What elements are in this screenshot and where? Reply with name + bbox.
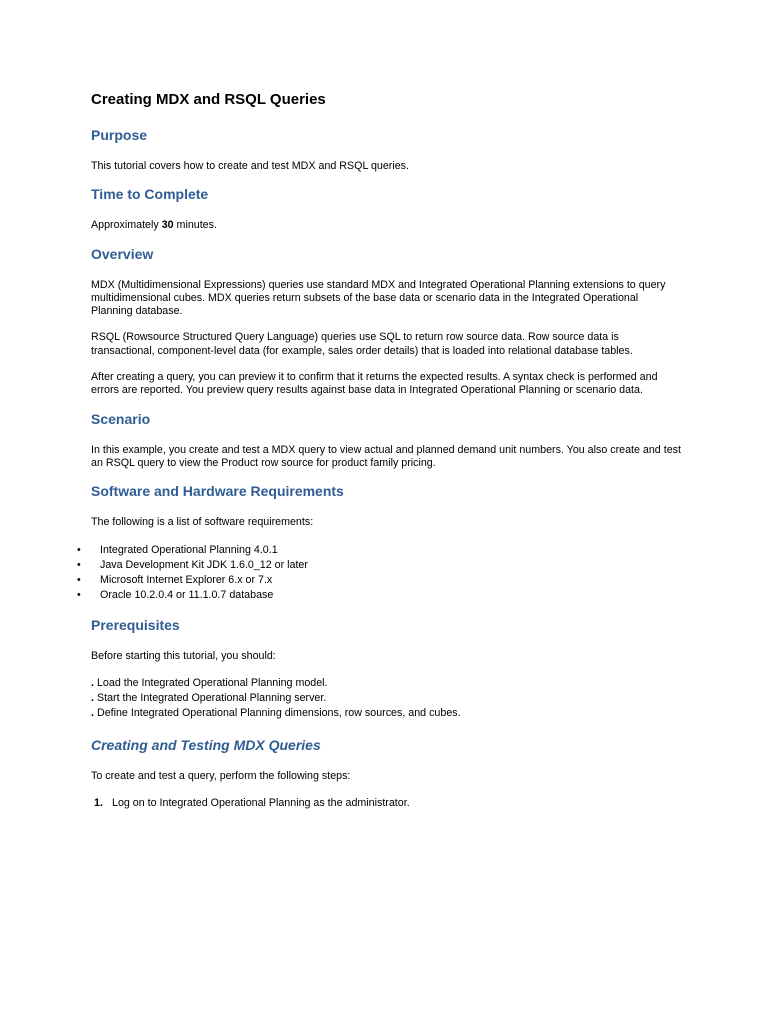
time-text (91, 219, 681, 232)
requirements-intro: The following is a list of software requirements: (91, 516, 314, 529)
step-number: 1. (94, 797, 103, 810)
list-item (91, 706, 681, 721)
list-item-text: Start the Integrated Operational Planning server. (96, 691, 327, 704)
list-item (77, 543, 681, 558)
list-item (91, 691, 681, 706)
purpose-text: This tutorial covers how to create and test MDX and RSQL queries. (91, 160, 409, 172)
dot-icon: . (91, 691, 94, 704)
requirements-heading: Software and Hardware Requirements (91, 483, 344, 500)
list-item-text: Define Integrated Operational Planning dimensions, row sources, and cubes. (96, 706, 461, 719)
list-item (77, 573, 681, 588)
time-value: 30 (161, 219, 174, 232)
dot-icon: . (91, 706, 94, 719)
bullet-icon: • (77, 543, 81, 556)
overview-paragraph-2: RSQL (Rowsource Structured Query Language) queries use SQL to return row source data. Row source data is transactional, component-level data (for example, sales order details) that is loaded into relational database tables. (91, 331, 633, 357)
mdx-heading: Creating and Testing MDX Queries (91, 736, 321, 753)
scenario-text: In this example, you create and test a MDX query to view actual and planned demand unit numbers. You also create and test an RSQL query to view the Product row source for product family pricing. (91, 443, 681, 469)
list-item-text: Microsoft Internet Explorer 6.x or 7.x (100, 573, 273, 586)
list-item (91, 676, 681, 691)
overview-heading: Overview (91, 245, 154, 262)
time-suffix: minutes. (173, 219, 217, 232)
scenario-heading: Scenario (91, 410, 151, 427)
step-text: Log on to Integrated Operational Planning as the administrator. (112, 797, 410, 810)
bullet-icon: • (77, 558, 81, 571)
overview-paragraph-1: MDX (Multidimensional Expressions) queries use standard MDX and Integrated Operational Planning extensions to query multidimensional cubes. MDX queries return subsets of the base data or scenario data in the Integrated Operational Planning database. (91, 278, 666, 318)
step-item (91, 796, 681, 810)
prerequisites-intro: Before starting this tutorial, you should: (91, 649, 276, 662)
list-item-text: Java Development Kit JDK 1.6.0_12 or later (100, 558, 308, 571)
requirements-list (77, 543, 681, 603)
list-item-text: Load the Integrated Operational Planning model. (96, 676, 328, 689)
page-title: Creating MDX and RSQL Queries (91, 91, 326, 108)
time-heading: Time to Complete (91, 186, 209, 203)
bullet-icon: • (77, 588, 81, 601)
dot-icon: . (91, 676, 94, 689)
document-content (77, 91, 681, 810)
prerequisites-list (91, 676, 681, 721)
purpose-heading: Purpose (91, 127, 148, 143)
bullet-icon: • (77, 573, 81, 586)
list-item (77, 558, 681, 573)
overview-paragraph-3: After creating a query, you can preview it to confirm that it returns the expected results. A syntax check is performed and errors are reported. You preview query results against base data in Integrated Operational Planning or scenario data. (91, 371, 658, 397)
list-item (77, 588, 681, 603)
prerequisites-heading: Prerequisites (91, 616, 180, 633)
mdx-intro: To create and test a query, perform the following steps: (91, 769, 351, 782)
mdx-steps-list (91, 796, 681, 810)
time-prefix: Approximately (91, 219, 162, 232)
list-item-text: Integrated Operational Planning 4.0.1 (100, 543, 278, 556)
list-item-text: Oracle 10.2.0.4 or 11.1.0.7 database (100, 588, 274, 601)
